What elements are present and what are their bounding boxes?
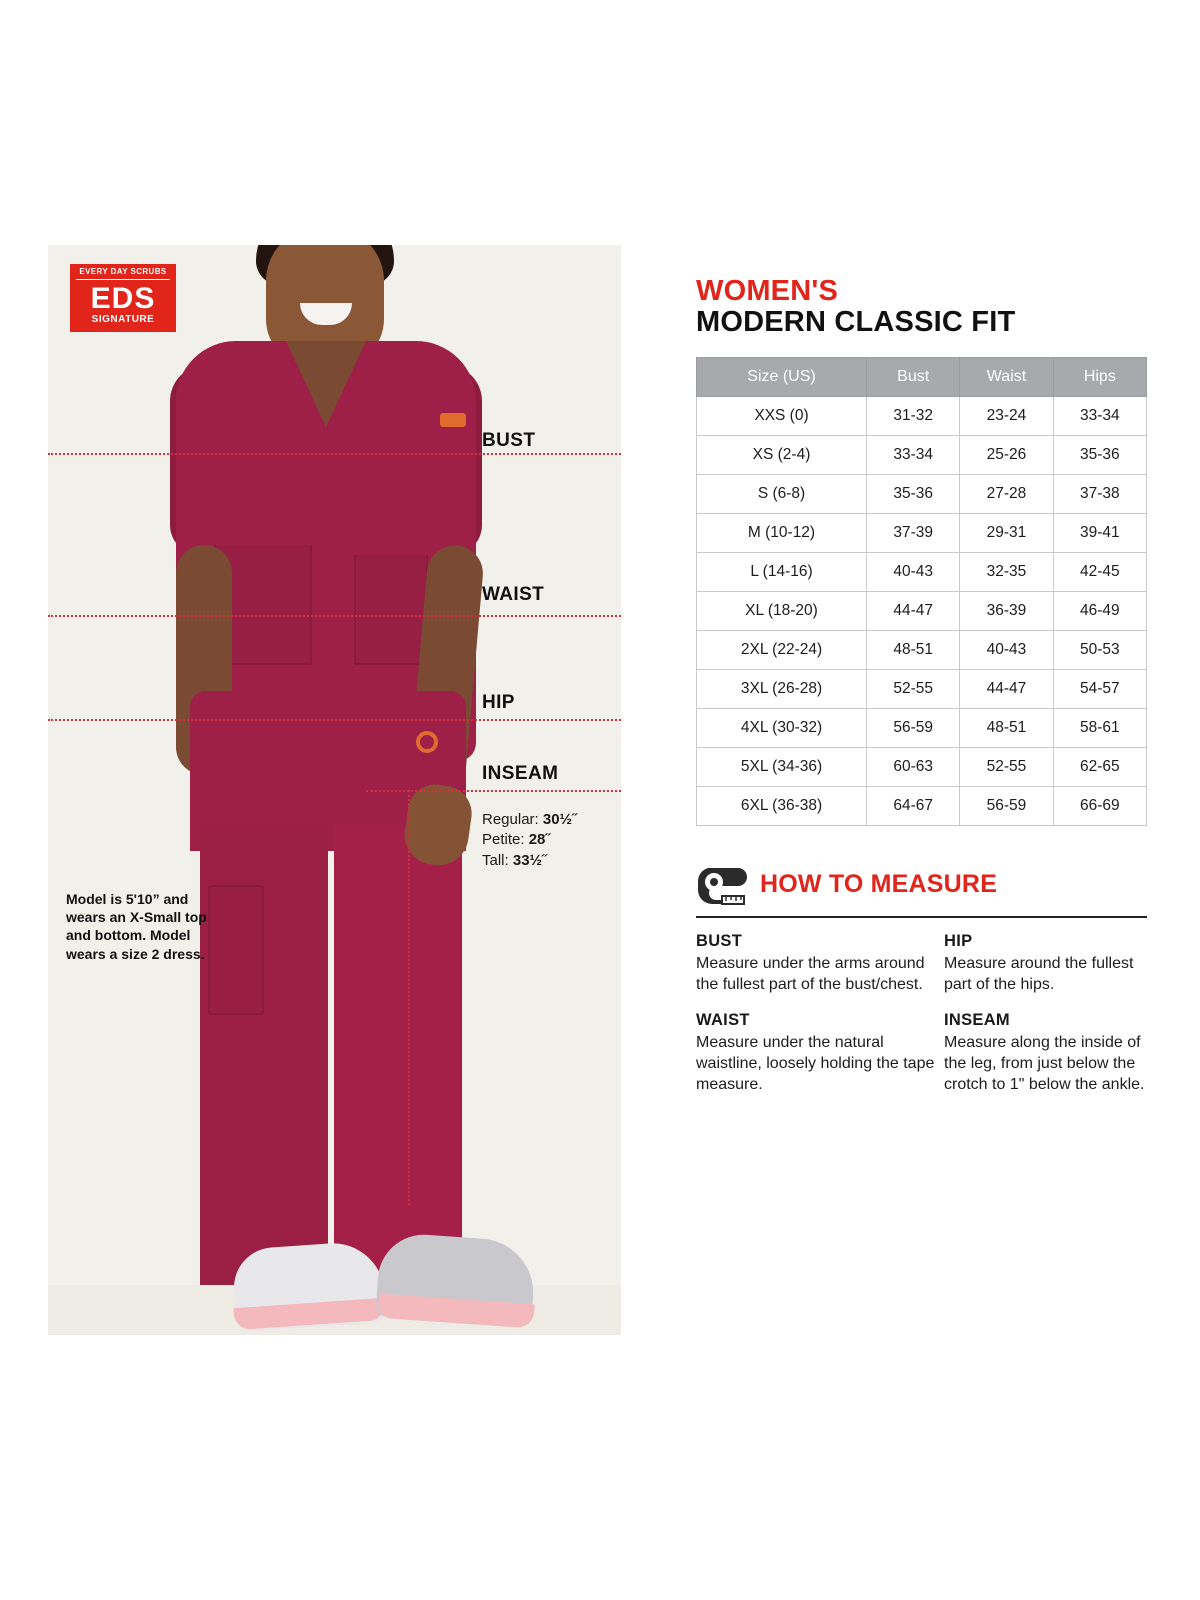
- cell-size: M (10-12): [697, 513, 867, 552]
- measure-block-inseam: [944, 1011, 1147, 1095]
- cell-waist: 48-51: [960, 708, 1053, 747]
- cell-waist: 44-47: [960, 669, 1053, 708]
- cell-hips: 58-61: [1053, 708, 1146, 747]
- cell-size: XXS (0): [697, 396, 867, 435]
- cell-bust: 31-32: [867, 396, 960, 435]
- column-header-size: Size (US): [697, 357, 867, 396]
- measure-title-waist: WAIST: [696, 1011, 750, 1030]
- column-header-bust: Bust: [867, 357, 960, 396]
- cell-size: 6XL (36-38): [697, 786, 867, 825]
- cell-size: XL (18-20): [697, 591, 867, 630]
- cell-bust: 40-43: [867, 552, 960, 591]
- cell-waist: 36-39: [960, 591, 1053, 630]
- d-ring-icon: [416, 731, 438, 753]
- inseam-petite-label: Petite:: [482, 831, 525, 849]
- inseam-regular-label: Regular:: [482, 811, 539, 828]
- size-chart-table: [696, 357, 1147, 826]
- logo-wordmark: EDS: [90, 282, 156, 315]
- measure-block-bust: [696, 932, 944, 995]
- model-note: Model is 5'10” and wears an X-Small top and bottom. Model wears a size 2 dress.: [66, 891, 207, 962]
- guide-label-inseam: INSEAM: [482, 763, 559, 784]
- table-row: [697, 591, 1147, 630]
- cell-waist: 27-28: [960, 474, 1053, 513]
- scrub-top-pocket-right: [354, 555, 428, 665]
- how-to-measure-grid: [696, 932, 1152, 1096]
- cell-waist: 29-31: [960, 513, 1053, 552]
- guide-line-waist: [48, 615, 621, 617]
- tape-measure-icon: [696, 864, 750, 906]
- page-title-fit: MODERN CLASSIC FIT: [696, 306, 1016, 339]
- size-info-panel: [696, 276, 1152, 1095]
- cell-hips: 33-34: [1053, 396, 1146, 435]
- cell-size: 2XL (22-24): [697, 630, 867, 669]
- brand-tab-icon: [440, 413, 466, 427]
- cell-hips: 46-49: [1053, 591, 1146, 630]
- cell-bust: 64-67: [867, 786, 960, 825]
- cell-waist: 23-24: [960, 396, 1053, 435]
- measure-title-bust: BUST: [696, 931, 743, 950]
- inseam-tall-label: Tall:: [482, 851, 509, 869]
- table-row: [697, 396, 1147, 435]
- table-row: [697, 747, 1147, 786]
- measure-title-hip: HIP: [944, 931, 973, 950]
- cell-size: 3XL (26-28): [697, 669, 867, 708]
- cell-size: XS (2-4): [697, 435, 867, 474]
- table-row: [697, 513, 1147, 552]
- table-row: [697, 669, 1147, 708]
- cell-size: 5XL (34-36): [697, 747, 867, 786]
- table-row: [697, 552, 1147, 591]
- cell-hips: 42-45: [1053, 552, 1146, 591]
- cell-bust: 56-59: [867, 708, 960, 747]
- guide-line-hip: [48, 719, 621, 721]
- cell-hips: 37-38: [1053, 474, 1146, 513]
- measure-text-inseam: Measure along the inside of the leg, from just below the crotch to 1" below the ankle.: [944, 1034, 1145, 1094]
- guide-label-hip: HIP: [482, 692, 515, 713]
- cell-bust: 52-55: [867, 669, 960, 708]
- cell-size: 4XL (30-32): [697, 708, 867, 747]
- logo-tagline: EVERY DAY SCRUBS: [76, 268, 170, 280]
- cell-bust: 33-34: [867, 435, 960, 474]
- guide-label-waist: WAIST: [482, 584, 545, 605]
- cell-bust: 60-63: [867, 747, 960, 786]
- cell-waist: 56-59: [960, 786, 1053, 825]
- section-divider: [696, 916, 1147, 918]
- guide-line-inseam: [366, 790, 621, 792]
- eds-signature-logo: [70, 264, 176, 332]
- cell-waist: 25-26: [960, 435, 1053, 474]
- guide-line-bust: [48, 453, 621, 455]
- cell-hips: 50-53: [1053, 630, 1146, 669]
- cell-waist: 32-35: [960, 552, 1053, 591]
- cell-size: S (6-8): [697, 474, 867, 513]
- cell-hips: 39-41: [1053, 513, 1146, 552]
- how-to-measure-header: [696, 864, 1152, 906]
- cell-bust: 37-39: [867, 513, 960, 552]
- cell-hips: 66-69: [1053, 786, 1146, 825]
- measure-block-waist: [696, 1011, 944, 1095]
- table-row: [697, 786, 1147, 825]
- measure-title-inseam: INSEAM: [944, 1011, 1010, 1030]
- how-to-measure-title: HOW TO MEASURE: [760, 870, 998, 899]
- cell-hips: 35-36: [1053, 435, 1146, 474]
- measure-block-hip: [944, 932, 1147, 995]
- table-row: [697, 474, 1147, 513]
- cell-waist: 40-43: [960, 630, 1053, 669]
- table-row: [697, 630, 1147, 669]
- column-header-hips: Hips: [1053, 357, 1146, 396]
- page-title-womens: WOMEN'S: [696, 275, 839, 307]
- measure-text-bust: Measure under the arms around the fullest part of the bust/chest.: [696, 954, 925, 994]
- table-header-row: [697, 357, 1147, 396]
- column-header-waist: Waist: [960, 357, 1053, 396]
- cell-size: L (14-16): [697, 552, 867, 591]
- cell-hips: 62-65: [1053, 747, 1146, 786]
- table-row: [697, 708, 1147, 747]
- measure-text-waist: Measure under the natural waistline, loosely holding the tape measure.: [696, 1034, 935, 1094]
- logo-subtitle: SIGNATURE: [91, 314, 155, 325]
- model-photo-panel: [48, 245, 621, 1335]
- cell-bust: 35-36: [867, 474, 960, 513]
- guide-label-bust: BUST: [482, 430, 536, 451]
- cell-bust: 44-47: [867, 591, 960, 630]
- inseam-petite-value: 28˝: [528, 831, 551, 849]
- cell-bust: 48-51: [867, 630, 960, 669]
- table-row: [697, 435, 1147, 474]
- guide-line-inseam-vertical: [408, 790, 410, 1205]
- cargo-pocket: [208, 885, 264, 1015]
- cell-hips: 54-57: [1053, 669, 1146, 708]
- inseam-lengths: [482, 810, 577, 871]
- measure-text-hip: Measure around the fullest part of the hips.: [944, 954, 1134, 994]
- cell-waist: 52-55: [960, 747, 1053, 786]
- inseam-regular-value: 30½˝: [542, 811, 578, 828]
- inseam-tall-value: 33½˝: [512, 851, 548, 869]
